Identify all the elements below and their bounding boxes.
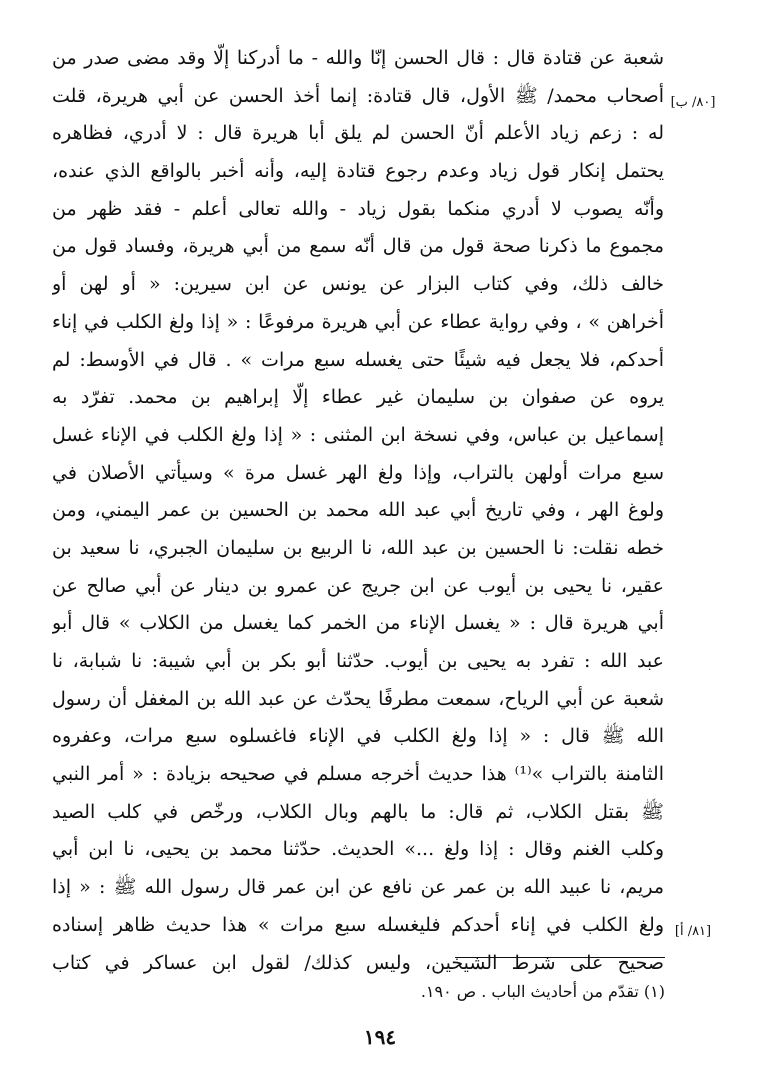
- text-line: عبد الله : تفرد به يحيى بن أيوب. حدّثنا أبو بكر بن أبي شيبة: نا شبابة، نا: [52, 650, 664, 672]
- text-line: صحيح على شرط الشيخين، وليس كذلك/ لقول ابن عساكر في كتاب: [52, 951, 664, 974]
- text-line: عقير، نا يحيى بن أيوب عن ابن جريج عن عمرو بن دينار عن أبي صالح عن: [52, 574, 664, 597]
- text-line: مريم، نا عبيد الله بن عمر عن نافع عن ابن عمر قال رسول الله ﷺ : « إذا: [52, 876, 664, 899]
- main-text: [52, 40, 664, 982]
- footnote-divider: [455, 957, 665, 958]
- text-line: سبع مرات أولهن بالتراب، وإذا ولغ الهر غسل مرة » وسيأتي الأصلان في: [52, 461, 664, 484]
- text-line: أصحاب محمد/ ﷺ الأول، قال قتادة: إنما أخذ الحسن عن أبي هريرة، قلت: [52, 84, 664, 107]
- text-line: له : زعم زياد الأعلم أنّ الحسن لم يلق أبا هريرة قال : لا أدري، فظاهره: [52, 122, 664, 145]
- text-line: خالف ذلك، وفي كتاب البزار عن يونس عن ابن سيرين: « أو لهن أو: [52, 273, 664, 296]
- text-line: ولوغ الهر ، وفي تاريخ أبي عبد الله محمد بن الحسين بن عمر اليمني، ومن: [52, 499, 664, 522]
- text-line: وأنّه يصوب لا أدري منكما بقول زياد - والله تعالى أعلم - فقد ظهر من: [52, 197, 664, 220]
- text-line: خطه نقلت: نا الحسين بن عبد الله، نا الربيع بن سليمان الجبري، نا سعيد بن: [52, 536, 664, 559]
- text-line: الله ﷺ قال : « إذا ولغ الكلب في الإناء فاغسلوه سبع مرات، وعفروه: [52, 725, 664, 748]
- text-line: أبي هريرة قال : « يغسل الإناء من الخمر كما يغسل من الكلاب » قال أبو: [52, 612, 664, 635]
- text-line: شعبة عن أبي الرياح، سمعت مطرفًا يحدّث عن عبد الله بن المغفل أن رسول: [52, 687, 664, 710]
- text-line: إسماعيل بن عباس، وفي نسخة ابن المثنى : « إذا ولغ الكلب في الإناء غسل: [52, 423, 664, 446]
- text-line: مجموع ما ذكرنا صحة قول من قال أنّه سمع من أبي هريرة، وفساد قول من: [52, 235, 664, 258]
- text-line: ولغ الكلب في إناء أحدكم فليغسله سبع مرات » هذا حديث ظاهر إسناده: [52, 913, 664, 936]
- footnote: (١) تقدّم من أحاديث الباب . ص ١٩٠.: [420, 982, 665, 1001]
- text-line: شعبة عن قتادة قال : قال الحسن إنّا والله - ما أدركنا إلّا وقد مضى صدر من: [52, 47, 664, 69]
- manuscript-folio-marker: [٨١/ أ]: [674, 924, 712, 939]
- text-line: الثامنة بالتراب »⁽¹⁾ هذا حديث أخرجه مسلم في صحيحه بزيادة : « أمر النبي: [52, 763, 664, 786]
- page-number: ١٩٤: [363, 1025, 397, 1049]
- text-line: وكلب الغنم وقال : إذا ولغ ...» الحديث. حدّثنا محمد بن يحيى، نا ابن أبي: [52, 838, 664, 861]
- manuscript-folio-marker: [٨٠/ ب]: [670, 95, 716, 110]
- text-line: أحدكم، فلا يجعل فيه شيئًا حتى يغسله سبع مرات » . قال في الأوسط: لم: [52, 348, 664, 371]
- text-line: أخراهن » ، وفي رواية عطاء عن أبي هريرة مرفوعًا : « إذا ولغ الكلب في إناء: [52, 310, 664, 333]
- text-line: ﷺ بقتل الكلاب، ثم قال: ما بالهم وبال الكلاب، ورخّص في كلب الصيد: [52, 800, 664, 823]
- text-line: يروه عن صفوان بن سليمان غير عطاء إلّا إبراهيم بن محمد. تفرّد به: [52, 386, 664, 409]
- text-line: يحتمل إنكار قول زياد وعدم رجوع قتادة إليه، وأنه أخبر بالواقع الذي عنده،: [52, 160, 664, 183]
